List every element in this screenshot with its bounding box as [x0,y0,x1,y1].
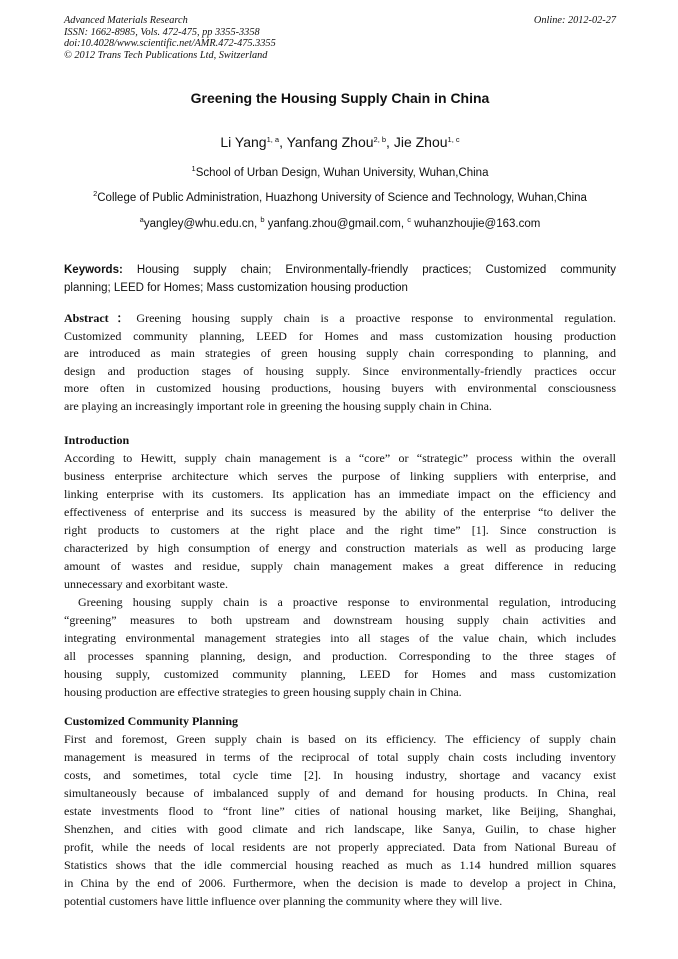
issn-line: ISSN: 1662-8985, Vols. 472-475, pp 3355-3358 [64,26,260,38]
paper-title: Greening the Housing Supply Chain in China [190,90,490,106]
email-link[interactable]: yangley@whu.edu.cn, [143,218,258,230]
email-line: $^a$yangley@whu.edu.cn, $^b$ yanfang.zhou@gmail.com, $^c$ wuhanzhoujie@163.com [139,215,541,230]
section-heading: Customized Community Planning [64,714,239,728]
keywords-line: planning; LEED for Homes; Mass customization housing production [64,281,408,294]
introduction-section: Introduction According to Hewitt, supply chain management is a “core” or “strategic” process within the overall business enterprise architecture which serves the purpose of linking suppliers with enterprise, and linking enterprise with its customers. Its application has an immediate impact on the efficiency and effectiveness of enterprise and its success is measured by the ability of the enterprise “to deliver the right products to customers at the right place and the right time” [1]. Since construction is characterized by high consumption of energy and construction materials as well as producing large amount of wastes and residue, supply chain management makes a great difference in reducing unnecessary and exorbitant waste. Greening housing supply chain is a proactive response to environmental regulation, introducing “greening” measures to both upstream and downstream housing supply chain activities and integrating environmental management strategies into all stages of the value chain, which includes all processes spanning planning, design, and production. Corresponding to the three stages of housing supply, customized community planning, LEED for Homes and mass customization housing production are effective strategies to green housing supply chain in China. [64,433,616,699]
keywords-label: Keywords: [64,264,123,276]
email-link[interactable]: wuhanzhoujie@163.com [414,218,541,230]
online-date: Online: 2012-02-27 [533,15,616,26]
author-name: Jie Zhou [393,134,448,150]
journal-name: Advanced Materials Research [64,15,188,26]
section-heading: Introduction [64,433,130,447]
author-name: Yanfang Zhou [286,134,374,150]
author-sup: 1, a [266,135,280,144]
author-list: Li Yang$^{1, a}$, Yanfang Zhou$^{2, b}$, Jie Zhou$^{1, c}$ [220,134,460,150]
ccp-section: Customized Community Planning First and foremost, Green supply chain is based on its efficiency. The efficiency of supply chain management is measured in terms of the reciprocal of total supply chain costs including inventory costs, and sometimes, total cycle time [2]. In housing industry, shortage and vacancy exist simultaneously because of imbalanced supply of and demand for housing products. In China, real estate investments flood to “front line” cities of national housing market, like Beijing, Shanghai, Shenzhen, and cities with good climate and rich landscape, like Sanya, Guilin, to chase higher profit, while the needs of local residents are not properly appreciated. Data from National Bureau of Statistics shows that the idle commercial housing reached as much as 1.14 hundred million squares in China by the end of 2006. Furthermore, when the decision is made to develop a project in China, potential customers have little influence over planning the community where they will live. [64,714,616,908]
keywords-line: Housing supply chain; Environmentally-friendly practices; Customized community [136,264,616,276]
author-name: Li Yang [220,134,267,150]
abstract-label: Abstract： [64,311,137,325]
copyright-line: © 2012 Trans Tech Publications Ltd, Switzerland [64,49,268,61]
email-link[interactable]: yanfang.zhou@gmail.com, [267,218,405,230]
author-sup: 2, b [373,135,387,144]
journal-header [64,15,616,61]
doi-line: doi:10.4028/www.scientific.net/AMR.472-475.3355 [64,38,276,49]
keywords [64,262,616,297]
abstract: Abstract：Greening housing supply chain is a proactive response to environmental regulation. Customized community planning, LEED for Homes and mass customization housing production are introduced as main strategies of green housing supply chain corresponding to planning, and design and production stages of housing supply. Since environmentally-friendly practices occur more often in customized housing productions, housing buyers with environmental consciousness are playing an increasingly important role in greening the housing supply chain in China. [64,311,617,413]
affiliation-2: $^2$College of Public Administration, Huazhong University of Science and Technology, Wuhan,China [93,189,587,204]
author-sup: 1, c [447,135,460,144]
affiliation-1: $^1$School of Urban Design, Wuhan University, Wuhan,China [191,164,489,179]
